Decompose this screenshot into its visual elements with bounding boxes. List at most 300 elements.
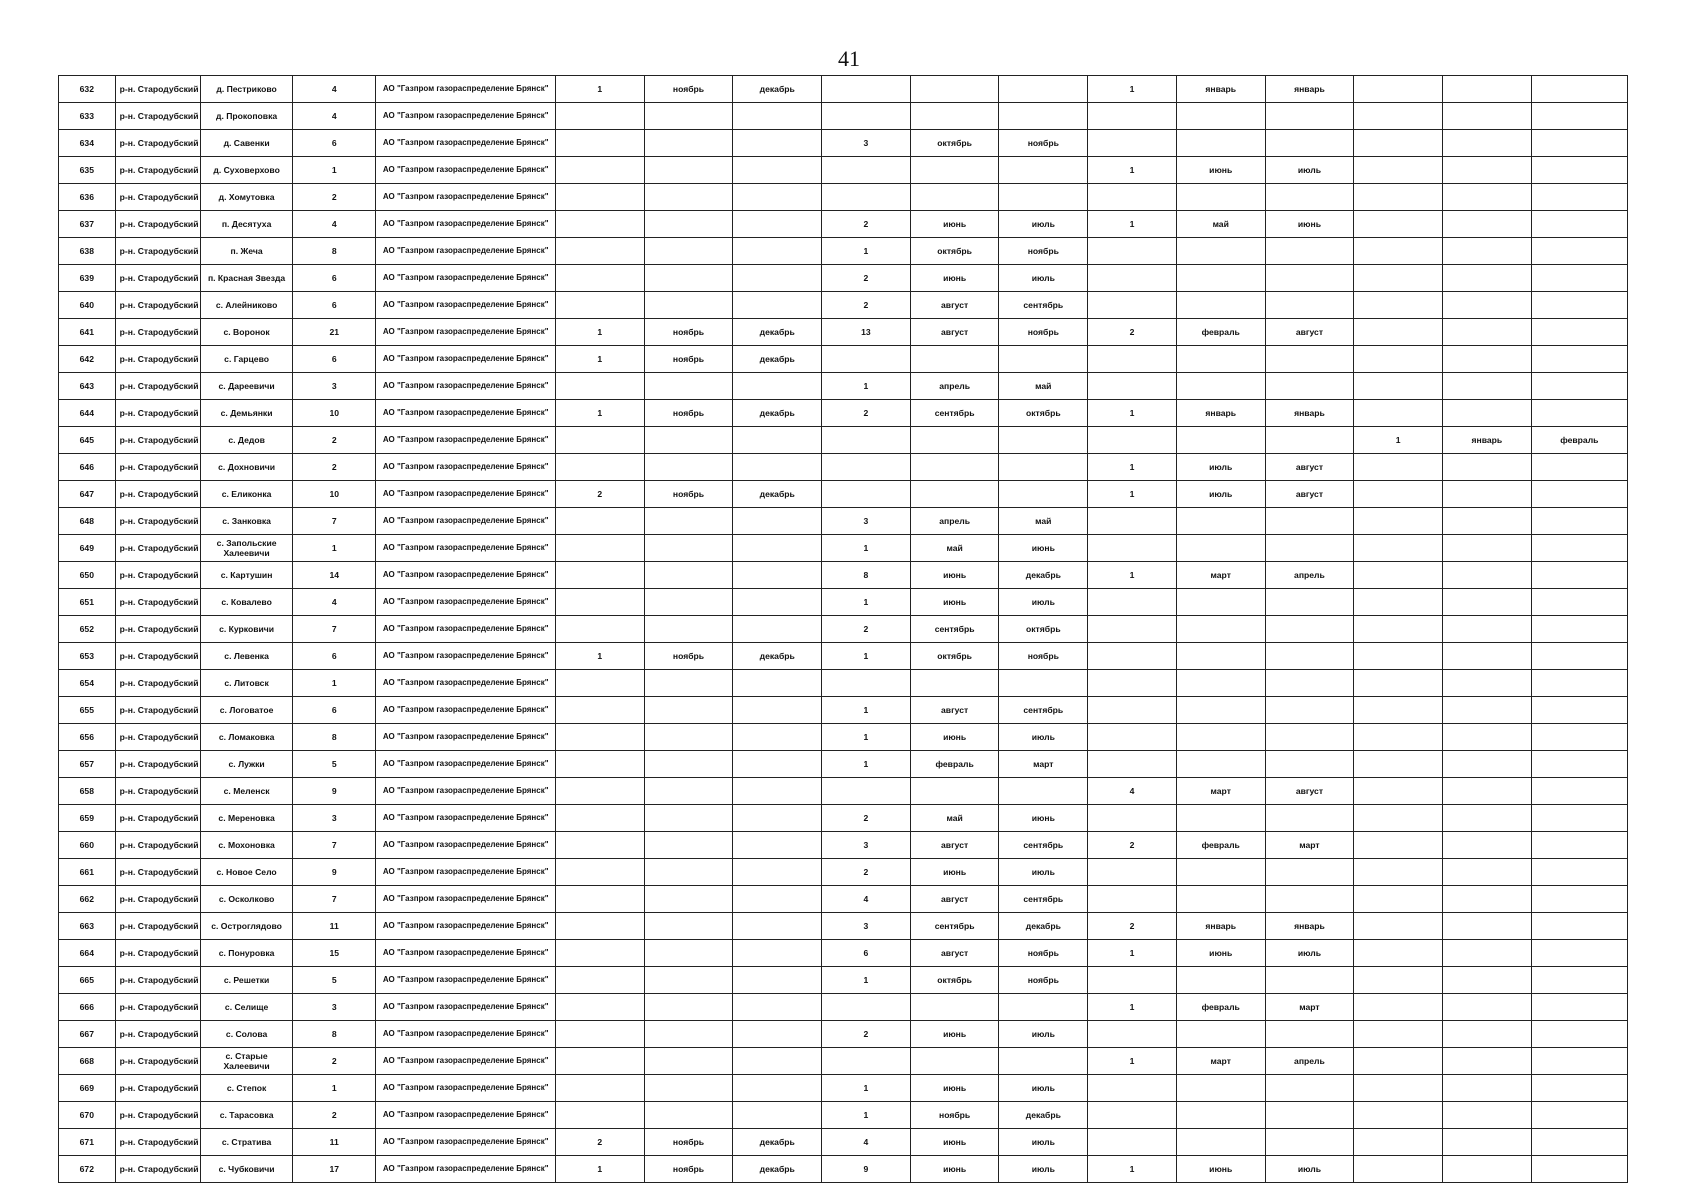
cell-stage4-count <box>1354 535 1443 562</box>
cell-stage3-count <box>1088 535 1177 562</box>
cell-district: р-н. Стародубский <box>115 427 201 454</box>
cell-stage2-start: июнь <box>910 589 999 616</box>
cell-stage3-count <box>1088 670 1177 697</box>
cell-stage1-start <box>644 373 733 400</box>
cell-stage1-count <box>555 211 644 238</box>
cell-stage4-end: февраль <box>1531 427 1627 454</box>
cell-stage2-count: 3 <box>822 508 911 535</box>
cell-stage4-count <box>1354 1156 1443 1183</box>
cell-district: р-н. Стародубский <box>115 211 201 238</box>
cell-stage3-start <box>1176 238 1265 265</box>
cell-organization: АО "Газпром газораспределение Брянск" <box>376 157 556 184</box>
cell-stage3-count <box>1088 859 1177 886</box>
cell-stage1-start <box>644 994 733 1021</box>
cell-settlement: с. Гарцево <box>201 346 293 373</box>
cell-organization: АО "Газпром газораспределение Брянск" <box>376 778 556 805</box>
table-row <box>59 751 1628 778</box>
cell-stage3-count <box>1088 751 1177 778</box>
cell-stage2-end: июль <box>999 859 1088 886</box>
cell-stage1-start <box>644 589 733 616</box>
cell-stage1-count <box>555 751 644 778</box>
cell-settlement: с. Картушин <box>201 562 293 589</box>
cell-stage3-count: 1 <box>1088 211 1177 238</box>
cell-stage1-end: декабрь <box>733 643 822 670</box>
cell-stage3-start: февраль <box>1176 319 1265 346</box>
cell-stage1-count <box>555 373 644 400</box>
cell-organization: АО "Газпром газораспределение Брянск" <box>376 103 556 130</box>
cell-stage1-end: декабрь <box>733 319 822 346</box>
cell-total-count: 8 <box>293 238 376 265</box>
cell-total-count: 1 <box>293 535 376 562</box>
cell-stage1-start <box>644 157 733 184</box>
cell-settlement: д. Пестриково <box>201 76 293 103</box>
cell-stage1-start <box>644 913 733 940</box>
cell-stage2-count <box>822 427 911 454</box>
cell-stage4-end <box>1531 616 1627 643</box>
table-row <box>59 589 1628 616</box>
cell-row-number: 660 <box>59 832 116 859</box>
cell-stage3-count <box>1088 184 1177 211</box>
cell-settlement: с. Решетки <box>201 967 293 994</box>
table-row <box>59 616 1628 643</box>
cell-stage4-count <box>1354 805 1443 832</box>
cell-settlement: с. Ломаковка <box>201 724 293 751</box>
cell-stage4-end <box>1531 832 1627 859</box>
cell-stage2-end: май <box>999 373 1088 400</box>
cell-stage1-count: 1 <box>555 1156 644 1183</box>
cell-stage3-count <box>1088 805 1177 832</box>
cell-stage4-count <box>1354 130 1443 157</box>
cell-stage2-start: май <box>910 535 999 562</box>
cell-stage1-end <box>733 1048 822 1075</box>
cell-settlement: с. Меленск <box>201 778 293 805</box>
cell-stage4-count <box>1354 319 1443 346</box>
cell-total-count: 3 <box>293 373 376 400</box>
cell-stage3-count: 1 <box>1088 454 1177 481</box>
cell-total-count: 7 <box>293 832 376 859</box>
cell-stage3-start <box>1176 1075 1265 1102</box>
cell-stage3-start: февраль <box>1176 994 1265 1021</box>
cell-stage3-count <box>1088 427 1177 454</box>
cell-stage4-end <box>1531 994 1627 1021</box>
cell-stage1-start <box>644 1075 733 1102</box>
table-row <box>59 643 1628 670</box>
cell-organization: АО "Газпром газораспределение Брянск" <box>376 913 556 940</box>
cell-stage2-start <box>910 481 999 508</box>
cell-stage4-count <box>1354 76 1443 103</box>
cell-stage2-start <box>910 184 999 211</box>
cell-organization: АО "Газпром газораспределение Брянск" <box>376 616 556 643</box>
cell-stage1-start <box>644 805 733 832</box>
cell-stage3-end: январь <box>1265 76 1354 103</box>
cell-stage3-count: 2 <box>1088 319 1177 346</box>
cell-stage2-start: август <box>910 886 999 913</box>
cell-stage3-start <box>1176 724 1265 751</box>
cell-stage3-end <box>1265 427 1354 454</box>
cell-stage1-start: ноябрь <box>644 481 733 508</box>
cell-stage4-end <box>1531 76 1627 103</box>
gasification-schedule-table <box>58 75 1628 1183</box>
cell-stage1-count: 2 <box>555 1129 644 1156</box>
cell-row-number: 661 <box>59 859 116 886</box>
cell-total-count: 2 <box>293 184 376 211</box>
cell-total-count: 6 <box>293 643 376 670</box>
cell-stage2-count: 1 <box>822 967 911 994</box>
cell-stage3-end <box>1265 1129 1354 1156</box>
cell-stage3-count: 2 <box>1088 832 1177 859</box>
cell-stage3-count <box>1088 103 1177 130</box>
cell-stage1-start <box>644 562 733 589</box>
table-row <box>59 967 1628 994</box>
cell-row-number: 635 <box>59 157 116 184</box>
cell-stage3-start <box>1176 508 1265 535</box>
cell-settlement: с. Дареевичи <box>201 373 293 400</box>
cell-stage4-end <box>1531 751 1627 778</box>
cell-district: р-н. Стародубский <box>115 292 201 319</box>
cell-stage2-end: сентябрь <box>999 292 1088 319</box>
cell-stage1-count <box>555 157 644 184</box>
cell-stage2-start: ноябрь <box>910 1102 999 1129</box>
cell-settlement: с. Солова <box>201 1021 293 1048</box>
cell-stage3-count <box>1088 1021 1177 1048</box>
cell-stage2-start: апрель <box>910 508 999 535</box>
table-row <box>59 805 1628 832</box>
cell-stage4-start <box>1442 967 1531 994</box>
cell-district: р-н. Стародубский <box>115 103 201 130</box>
table-row <box>59 1129 1628 1156</box>
cell-total-count: 4 <box>293 76 376 103</box>
cell-settlement: с. Алейниково <box>201 292 293 319</box>
cell-total-count: 6 <box>293 130 376 157</box>
table-row <box>59 400 1628 427</box>
cell-stage3-start <box>1176 1021 1265 1048</box>
cell-stage2-start <box>910 454 999 481</box>
cell-stage1-start: ноябрь <box>644 76 733 103</box>
cell-stage4-start <box>1442 1021 1531 1048</box>
cell-organization: АО "Газпром газораспределение Брянск" <box>376 292 556 319</box>
cell-district: р-н. Стародубский <box>115 805 201 832</box>
cell-district: р-н. Стародубский <box>115 400 201 427</box>
cell-stage1-start: ноябрь <box>644 346 733 373</box>
cell-organization: АО "Газпром газораспределение Брянск" <box>376 940 556 967</box>
cell-stage2-end: июль <box>999 1075 1088 1102</box>
cell-stage3-start: март <box>1176 1048 1265 1075</box>
cell-stage3-count <box>1088 697 1177 724</box>
cell-stage1-end: декабрь <box>733 1156 822 1183</box>
cell-stage1-start <box>644 1102 733 1129</box>
cell-stage3-count <box>1088 346 1177 373</box>
cell-stage3-start <box>1176 184 1265 211</box>
cell-stage4-end <box>1531 292 1627 319</box>
cell-stage2-start <box>910 778 999 805</box>
cell-stage4-count <box>1354 643 1443 670</box>
cell-stage1-end <box>733 562 822 589</box>
cell-organization: АО "Газпром газораспределение Брянск" <box>376 130 556 157</box>
cell-stage4-count <box>1354 1102 1443 1129</box>
cell-total-count: 7 <box>293 508 376 535</box>
cell-stage3-count: 1 <box>1088 994 1177 1021</box>
cell-district: р-н. Стародубский <box>115 832 201 859</box>
cell-district: р-н. Стародубский <box>115 994 201 1021</box>
cell-stage3-count <box>1088 589 1177 616</box>
cell-row-number: 662 <box>59 886 116 913</box>
cell-stage3-start <box>1176 670 1265 697</box>
cell-stage1-count <box>555 697 644 724</box>
cell-stage4-count <box>1354 697 1443 724</box>
cell-organization: АО "Газпром газораспределение Брянск" <box>376 1102 556 1129</box>
cell-district: р-н. Стародубский <box>115 184 201 211</box>
cell-settlement: с. Чубковичи <box>201 1156 293 1183</box>
cell-stage3-end: июль <box>1265 157 1354 184</box>
cell-stage3-end <box>1265 805 1354 832</box>
table-row <box>59 832 1628 859</box>
cell-total-count: 8 <box>293 1021 376 1048</box>
cell-stage3-end: март <box>1265 832 1354 859</box>
cell-stage1-end <box>733 670 822 697</box>
cell-organization: АО "Газпром газораспределение Брянск" <box>376 346 556 373</box>
cell-stage2-start <box>910 427 999 454</box>
cell-stage1-end: декабрь <box>733 76 822 103</box>
cell-stage2-count: 1 <box>822 1102 911 1129</box>
cell-organization: АО "Газпром газораспределение Брянск" <box>376 481 556 508</box>
cell-total-count: 2 <box>293 1102 376 1129</box>
cell-total-count: 11 <box>293 913 376 940</box>
cell-stage4-end <box>1531 265 1627 292</box>
cell-district: р-н. Стародубский <box>115 751 201 778</box>
cell-stage2-end: май <box>999 508 1088 535</box>
table-row <box>59 1075 1628 1102</box>
cell-stage3-count <box>1088 292 1177 319</box>
cell-row-number: 667 <box>59 1021 116 1048</box>
cell-stage1-start <box>644 130 733 157</box>
cell-organization: АО "Газпром газораспределение Брянск" <box>376 76 556 103</box>
cell-district: р-н. Стародубский <box>115 643 201 670</box>
cell-stage4-start <box>1442 1075 1531 1102</box>
cell-stage2-count: 4 <box>822 886 911 913</box>
cell-stage4-count: 1 <box>1354 427 1443 454</box>
cell-row-number: 663 <box>59 913 116 940</box>
cell-stage3-count <box>1088 373 1177 400</box>
cell-stage4-end <box>1531 643 1627 670</box>
cell-stage2-start: октябрь <box>910 643 999 670</box>
table-row <box>59 130 1628 157</box>
cell-total-count: 1 <box>293 157 376 184</box>
cell-organization: АО "Газпром газораспределение Брянск" <box>376 643 556 670</box>
cell-stage2-count: 2 <box>822 265 911 292</box>
cell-stage2-end: декабрь <box>999 913 1088 940</box>
cell-stage2-end <box>999 994 1088 1021</box>
cell-district: р-н. Стародубский <box>115 1048 201 1075</box>
cell-stage2-count <box>822 157 911 184</box>
cell-district: р-н. Стародубский <box>115 697 201 724</box>
cell-organization: АО "Газпром газораспределение Брянск" <box>376 454 556 481</box>
cell-stage1-start: ноябрь <box>644 1129 733 1156</box>
cell-organization: АО "Газпром газораспределение Брянск" <box>376 427 556 454</box>
cell-stage2-start <box>910 76 999 103</box>
table-row <box>59 427 1628 454</box>
cell-stage4-count <box>1354 778 1443 805</box>
cell-stage4-end <box>1531 1021 1627 1048</box>
cell-stage3-start <box>1176 265 1265 292</box>
cell-stage1-start <box>644 184 733 211</box>
cell-stage3-end: март <box>1265 994 1354 1021</box>
cell-stage3-start: июнь <box>1176 940 1265 967</box>
cell-stage1-count: 2 <box>555 481 644 508</box>
cell-stage3-end <box>1265 724 1354 751</box>
cell-stage2-count: 9 <box>822 1156 911 1183</box>
cell-total-count: 10 <box>293 400 376 427</box>
cell-stage2-end: июль <box>999 1156 1088 1183</box>
cell-stage1-count <box>555 913 644 940</box>
cell-settlement: с. Новое Село <box>201 859 293 886</box>
cell-stage4-start <box>1442 1129 1531 1156</box>
cell-stage2-end <box>999 346 1088 373</box>
cell-stage2-end: октябрь <box>999 400 1088 427</box>
cell-total-count: 4 <box>293 589 376 616</box>
cell-stage1-start: ноябрь <box>644 643 733 670</box>
cell-stage2-start: июнь <box>910 1156 999 1183</box>
cell-stage1-start <box>644 832 733 859</box>
cell-stage2-start: сентябрь <box>910 616 999 643</box>
table-row <box>59 778 1628 805</box>
cell-stage4-start <box>1442 1156 1531 1183</box>
cell-stage1-end <box>733 238 822 265</box>
cell-row-number: 649 <box>59 535 116 562</box>
cell-row-number: 650 <box>59 562 116 589</box>
cell-stage1-end <box>733 859 822 886</box>
cell-stage1-end <box>733 913 822 940</box>
cell-stage3-count <box>1088 1129 1177 1156</box>
cell-organization: АО "Газпром газораспределение Брянск" <box>376 589 556 616</box>
cell-stage3-end <box>1265 751 1354 778</box>
cell-total-count: 3 <box>293 994 376 1021</box>
cell-stage1-end <box>733 508 822 535</box>
cell-stage1-start <box>644 103 733 130</box>
cell-stage1-end <box>733 724 822 751</box>
cell-organization: АО "Газпром газораспределение Брянск" <box>376 1156 556 1183</box>
cell-stage2-end: июль <box>999 211 1088 238</box>
cell-stage4-start <box>1442 994 1531 1021</box>
cell-row-number: 639 <box>59 265 116 292</box>
cell-organization: АО "Газпром газораспределение Брянск" <box>376 1075 556 1102</box>
cell-district: р-н. Стародубский <box>115 1129 201 1156</box>
cell-stage4-count <box>1354 1129 1443 1156</box>
cell-stage3-start: июнь <box>1176 1156 1265 1183</box>
cell-stage2-end: ноябрь <box>999 130 1088 157</box>
cell-stage2-start <box>910 1048 999 1075</box>
cell-stage4-count <box>1354 562 1443 589</box>
cell-stage3-start: январь <box>1176 76 1265 103</box>
cell-stage1-count <box>555 778 644 805</box>
cell-stage3-count: 1 <box>1088 157 1177 184</box>
cell-stage1-end <box>733 967 822 994</box>
cell-stage2-start: август <box>910 832 999 859</box>
cell-stage2-end <box>999 103 1088 130</box>
cell-settlement: д. Савенки <box>201 130 293 157</box>
cell-stage4-end <box>1531 211 1627 238</box>
cell-stage4-end <box>1531 913 1627 940</box>
cell-stage2-end: ноябрь <box>999 643 1088 670</box>
cell-stage2-end: март <box>999 751 1088 778</box>
cell-row-number: 634 <box>59 130 116 157</box>
cell-organization: АО "Газпром газораспределение Брянск" <box>376 832 556 859</box>
cell-stage2-count: 2 <box>822 292 911 319</box>
cell-total-count: 9 <box>293 859 376 886</box>
cell-stage1-count <box>555 1102 644 1129</box>
cell-organization: АО "Газпром газораспределение Брянск" <box>376 1129 556 1156</box>
cell-stage3-start <box>1176 643 1265 670</box>
cell-stage1-count <box>555 724 644 751</box>
cell-stage2-end: сентябрь <box>999 832 1088 859</box>
cell-stage1-count <box>555 103 644 130</box>
cell-stage3-start: январь <box>1176 400 1265 427</box>
table-row <box>59 940 1628 967</box>
cell-stage4-end <box>1531 670 1627 697</box>
cell-district: р-н. Стародубский <box>115 130 201 157</box>
cell-stage2-count: 1 <box>822 643 911 670</box>
cell-stage3-end <box>1265 238 1354 265</box>
cell-stage1-count <box>555 589 644 616</box>
cell-stage2-start: май <box>910 805 999 832</box>
cell-stage2-count: 1 <box>822 724 911 751</box>
cell-stage2-start: июнь <box>910 1129 999 1156</box>
table-row <box>59 859 1628 886</box>
cell-total-count: 15 <box>293 940 376 967</box>
cell-stage4-start <box>1442 508 1531 535</box>
cell-stage1-count <box>555 535 644 562</box>
cell-row-number: 665 <box>59 967 116 994</box>
cell-district: р-н. Стародубский <box>115 940 201 967</box>
cell-district: р-н. Стародубский <box>115 157 201 184</box>
cell-organization: АО "Газпром газораспределение Брянск" <box>376 319 556 346</box>
cell-stage3-start <box>1176 697 1265 724</box>
cell-stage3-start: июнь <box>1176 157 1265 184</box>
cell-stage4-end <box>1531 319 1627 346</box>
cell-stage1-count <box>555 1048 644 1075</box>
cell-stage1-end <box>733 535 822 562</box>
cell-total-count: 1 <box>293 670 376 697</box>
cell-stage4-start <box>1442 481 1531 508</box>
cell-settlement: с. Остроглядово <box>201 913 293 940</box>
cell-stage1-end <box>733 832 822 859</box>
cell-stage2-count: 1 <box>822 589 911 616</box>
cell-stage2-count: 1 <box>822 373 911 400</box>
cell-stage2-end <box>999 670 1088 697</box>
cell-district: р-н. Стародубский <box>115 616 201 643</box>
cell-row-number: 670 <box>59 1102 116 1129</box>
cell-organization: АО "Газпром газораспределение Брянск" <box>376 994 556 1021</box>
cell-stage2-count <box>822 454 911 481</box>
cell-organization: АО "Газпром газораспределение Брянск" <box>376 238 556 265</box>
cell-stage3-end <box>1265 373 1354 400</box>
cell-stage3-start: февраль <box>1176 832 1265 859</box>
cell-stage2-start <box>910 157 999 184</box>
table-row <box>59 481 1628 508</box>
cell-stage3-start <box>1176 589 1265 616</box>
cell-stage1-end <box>733 940 822 967</box>
cell-stage1-start <box>644 724 733 751</box>
cell-stage4-start <box>1442 562 1531 589</box>
cell-stage4-end <box>1531 454 1627 481</box>
cell-stage1-end <box>733 886 822 913</box>
cell-stage1-end <box>733 697 822 724</box>
cell-stage2-count: 2 <box>822 1021 911 1048</box>
cell-stage2-count: 2 <box>822 805 911 832</box>
table-row <box>59 913 1628 940</box>
cell-stage1-start <box>644 886 733 913</box>
cell-stage4-start <box>1442 886 1531 913</box>
cell-stage2-start: октябрь <box>910 967 999 994</box>
